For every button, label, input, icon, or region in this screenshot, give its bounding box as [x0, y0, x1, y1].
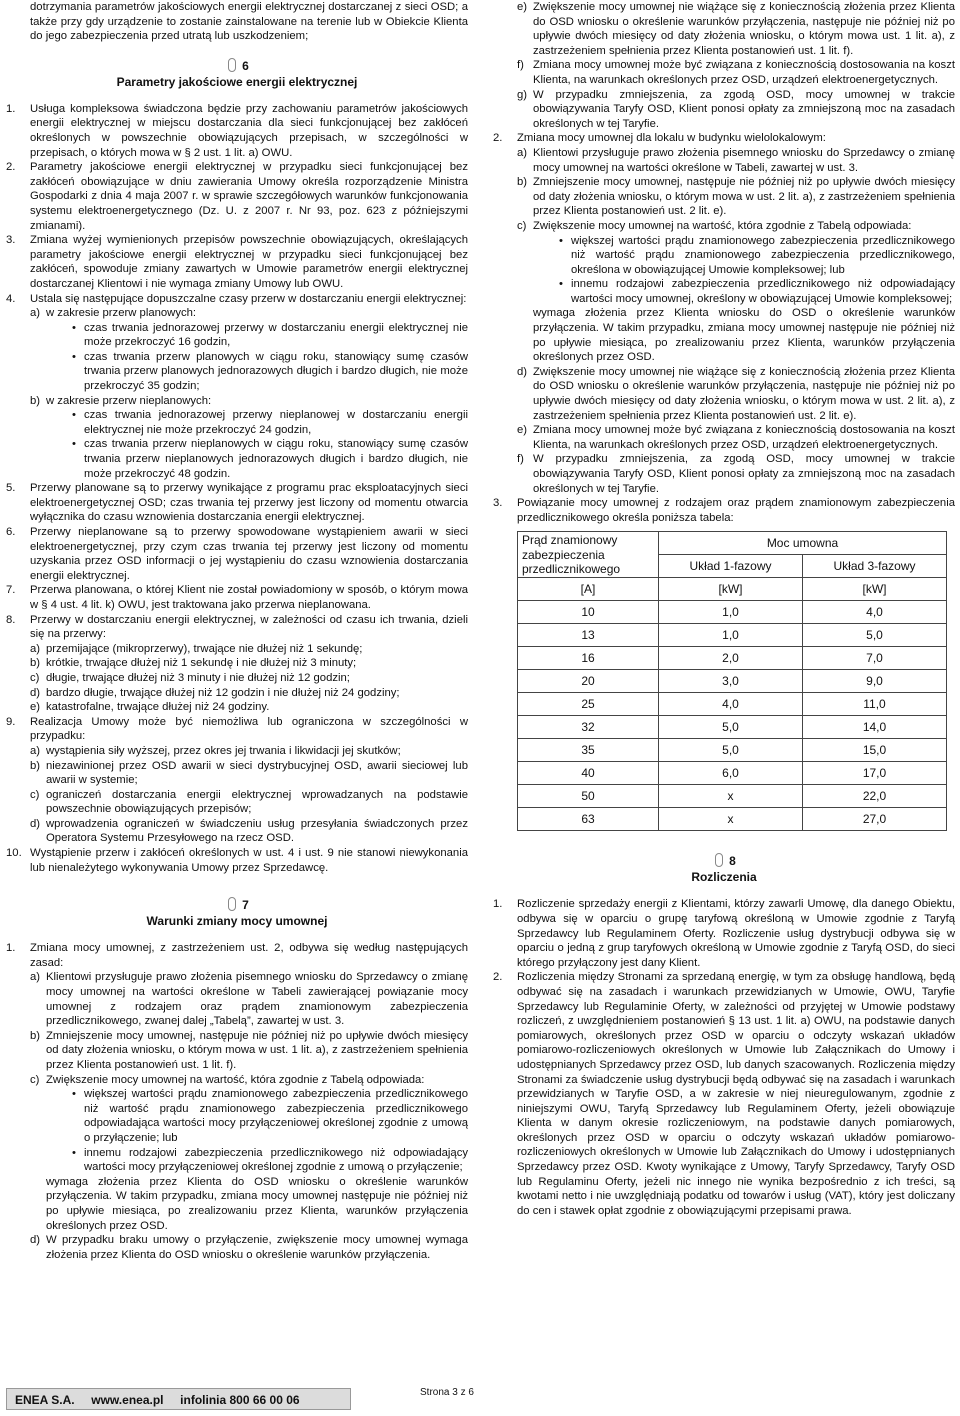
s7-item-1c-after: wymaga złożenia przez Klienta do OSD wniosku o określenie warunków przyłączenia. W takim przypadku, zmiana mocy umownej następuje nie później niż po upływie miesiąca, po zrealizowaniu przez Klienta, warunków przyłączenia określonych przez OSD.	[46, 1175, 468, 1232]
sub-text: krótkie, trwające dłużej niż 1 sekundę i nie dłużej niż 3 minuty;	[46, 657, 357, 670]
section-sign-icon	[712, 853, 726, 867]
bullet-icon: •	[559, 234, 563, 247]
s6-item-9c	[6, 788, 468, 817]
footer-bar	[6, 1388, 351, 1410]
sub-letter: e)	[517, 1, 528, 13]
bullet-text: innemu rodzajowi zabezpieczenia przedlicznikowego niż odpowiadający wartości mocy umownej, określony w obowiązującej Umowie kompleksowej;	[571, 278, 955, 305]
item-number: 1.	[493, 898, 503, 911]
section-sign-icon	[225, 897, 239, 911]
table-cell: x	[659, 785, 803, 808]
s6-item-4	[6, 292, 468, 307]
sub-letter: a)	[30, 307, 41, 320]
sub-text: Klientowi przysługuje prawo złożenia pisemnego wniosku do Sprzedawcy o zmianę mocy umownej na wartości określone w Tabeli, zawartej w ust. 3.	[533, 146, 955, 174]
table-cell: 27,0	[803, 808, 947, 831]
bullet-text: czas trwania przerw planowych w ciągu roku, stanowiący sumę czasów trwania przerw planowych jednorazowych długich i bardzo długich, nie może przekroczyć 35 godzin;	[84, 350, 468, 393]
table-row	[518, 647, 947, 670]
sub-letter: d)	[517, 365, 528, 378]
table-cell: 10	[518, 601, 659, 624]
sub-text: niezawinionej przez OSD awarii w sieci dystrybucyjnej OSD, awarii sieciowej lub awarii w systemie;	[46, 759, 468, 787]
sub-letter: c)	[30, 671, 40, 684]
header-3-phase: Układ 3-fazowy	[803, 555, 947, 578]
bullet-text: większej wartości prądu znamionowego zabezpieczenia przedlicznikowego niż wartość prądu znamionowego zabezpieczenia przedlicznikowego, określona w obowiązującej Umowie kompleksowej; lub	[571, 234, 955, 276]
table-cell: 1,0	[659, 624, 803, 647]
s6-item-1	[6, 102, 468, 160]
sub-letter: f)	[517, 453, 524, 466]
s7-item-2c-bullet-1	[493, 234, 955, 278]
sub-text: katastrofalne, trwające dłużej niż 24 godziny.	[46, 701, 270, 714]
sub-text: w zakresie przerw planowych:	[46, 307, 197, 320]
sub-text: ograniczeń dostarczania energii elektrycznej wprowadzanych na podstawie powszechnie obowiązujących przepisów;	[46, 788, 468, 816]
s8-item-1	[493, 897, 955, 970]
item-text: Ustala się następujące dopuszczalne czasy przerw w dostarczaniu energii elektrycznej:	[30, 292, 467, 305]
s6-item-4b	[6, 394, 468, 409]
section-6-heading	[6, 58, 468, 90]
s7-item-2c-after: wymaga złożenia przez Klienta wniosku do OSD o określenie warunków przyłączenia. W takim przypadku, zmiana mocy umownej następuje nie później niż po upływie miesiąca, po zrealizowaniu przez Klienta, warunków przyłączenia określonych przez OSD.	[533, 307, 955, 364]
table-row	[518, 601, 947, 624]
s7-item-2b	[493, 175, 955, 219]
item-text: Zmiana mocy umownej dla lokalu w budynku wielolokalowym:	[517, 132, 826, 145]
s7-item-3	[493, 496, 955, 525]
s7-item-2d	[493, 365, 955, 423]
power-table	[517, 531, 947, 831]
sub-letter: d)	[30, 686, 41, 699]
table-cell: 16	[518, 647, 659, 670]
header-current: Prąd znamionowy zabezpieczenia przedlicznikowego	[518, 532, 659, 578]
section-sign-icon	[225, 58, 239, 72]
table-cell: 35	[518, 739, 659, 762]
intro-paragraph: dotrzymania parametrów jakościowych energii elektrycznej dostarczanej z sieci OSD; a także przy gdy urządzenie to zostanie zainstalowane na terenie lub w Obiekcie Klienta do jego zabezpieczenia przed utratą lub uszkodzeniem;	[30, 1, 468, 43]
s6-item-10	[6, 846, 468, 875]
item-number: 8.	[6, 613, 16, 626]
sub-letter: d)	[30, 817, 41, 830]
table-cell: 5,0	[803, 624, 947, 647]
page-number: Strona 3 z 6	[420, 1387, 474, 1398]
s6-item-8a	[6, 642, 468, 657]
sub-letter: a)	[30, 744, 41, 757]
bullet-text: czas trwania jednorazowej przerwy w dostarczaniu energii elektrycznej nie może przekroczyć 16 godzin,	[84, 321, 468, 349]
sub-text: Klientowi przysługuje prawo złożenia pisemnego wniosku do Sprzedawcy o zmianę mocy umownej na wartości określone w Tabeli zawierającej powiązanie mocy umownej z rodzajem oraz prądem znamionowym zabezpieczenia przedlicznikowego, zwanej dalej „Tabelą”, zawartej w ust. 3.	[46, 971, 468, 1028]
bullet-text: innemu rodzajowi zabezpieczenia przedlicznikowego niż odpowiadający wartości mocy przyłączeniowej określonej zgodnie z umową o przyłączenie;	[84, 1146, 468, 1174]
sub-text: Zmniejszenie mocy umownej, następuje nie później niż po upływie dwóch miesięcy od daty złożenia wniosku, o którym mowa w ust. 2 lit. a), z zastrzeżeniem spełnienia przez Klienta postanowień ust. 2 lit. e).	[533, 176, 955, 218]
table-cell: 40	[518, 762, 659, 785]
item-number: 7.	[6, 584, 16, 597]
sub-letter: a)	[30, 971, 41, 984]
s6-item-3	[6, 233, 468, 291]
table-cell: 17,0	[803, 762, 947, 785]
table-cell: 22,0	[803, 785, 947, 808]
s6-item-8d	[6, 686, 468, 701]
item-number: 2.	[493, 132, 503, 145]
s7-item-1	[6, 941, 468, 970]
table-cell: 32	[518, 716, 659, 739]
header-power: Moc umowna	[659, 532, 947, 555]
table-cell: 11,0	[803, 693, 947, 716]
sub-text: Zwiększenie mocy umownej nie wiążące się z koniecznością złożenia przez Klienta do OSD wniosku o określenie warunków przyłączenia, następuje nie później niż po upływie dwóch miesięcy od daty złożenia wniosku, o którym mowa w ust. 2 lit. a), z zastrzeżeniem spełnienia przez Klienta postanowień ust. 2 lit. e).	[533, 365, 955, 422]
bullet-icon: •	[72, 409, 76, 422]
unit-cell: [A]	[518, 578, 659, 601]
s6-item-9	[6, 715, 468, 744]
sub-letter: b)	[30, 1029, 41, 1042]
s7-item-1c-bullet-1	[6, 1087, 468, 1145]
s7-item-1b	[6, 1029, 468, 1073]
sub-letter: b)	[30, 759, 41, 772]
sub-letter: e)	[30, 701, 41, 714]
table-row	[518, 762, 947, 785]
sub-text: Zwiększenie mocy umownej nie wiążące się z koniecznością złożenia przez Klienta do OSD wniosku o określenie warunków przyłączenia, następuje nie później niż po upływie dwóch miesięcy od daty złożenia wniosku, o którym mowa ust. 1 lit. a), z zastrzeżeniem spełnienia przez Klienta postanowień ust. 1 lit. f).	[533, 1, 955, 57]
table-cell: 63	[518, 808, 659, 831]
s7-item-1a	[6, 970, 468, 1028]
table-cell: 15,0	[803, 739, 947, 762]
item-text: Przerwy w dostarczaniu energii elektrycznej, w zależności od czasu ich trwania, dzieli się na przerwy:	[30, 613, 468, 641]
sub-letter: e)	[517, 424, 528, 437]
table-row	[518, 739, 947, 762]
item-text: Wystąpienie przerw i zakłóceń określonych w ust. 4 i ust. 9 nie stanowi niewykonania lub nienależytego wykonywania Umowy przez Sprzedawcę.	[30, 847, 468, 874]
table-row	[518, 693, 947, 716]
sub-letter: b)	[30, 657, 41, 670]
item-text: Przerwy nieplanowane są to przerwy spowodowane wystąpieniem awarii w sieci elektroenergetycznej, przy czym czas trwania tej przerwy jest liczony od momentu uzyskania przez OSD informacji o jej wystąpieniu do czasu wznowienia dostarczania energii elektrycznej.	[30, 526, 468, 582]
sub-text: W przypadku zmniejszenia, za zgodą OSD, mocy umownej w trakcie obowiązywania Taryfy OSD, Klient ponosi opłaty za zmniejszoną moc na zasadach określonych w tej Taryfie.	[533, 453, 955, 495]
s7-item-1c	[6, 1073, 468, 1088]
item-number: 2.	[6, 161, 16, 174]
section-7-heading	[6, 897, 468, 929]
sub-text: przemijające (mikroprzerwy), trwające nie dłużej niż 1 sekundę;	[46, 642, 363, 655]
s7-item-1f	[493, 58, 955, 87]
table-cell: 3,0	[659, 670, 803, 693]
table-cell: 2,0	[659, 647, 803, 670]
table-header-row	[518, 532, 947, 555]
item-number: 2.	[493, 971, 503, 984]
item-text: Usługa kompleksowa świadczona będzie przy zachowaniu parametrów jakościowych energii elektrycznej w miejscu dostarczania dla sieci funkcjonującej bez zakłóceń określonych w powszechnie obowiązujących przepisach, w szczególności w przepisach, o których mowa w § 2 ust. 1 lit. a) OWU.	[30, 102, 468, 159]
item-text: Realizacja Umowy może być niemożliwa lub ograniczona w szczególności w przypadku:	[30, 715, 468, 743]
unit-cell: [kW]	[659, 578, 803, 601]
s7-item-1c-bullet-2	[6, 1146, 468, 1175]
s7-item-1e	[493, 0, 955, 58]
table-cell: 9,0	[803, 670, 947, 693]
table-row	[518, 716, 947, 739]
item-number: 4.	[6, 292, 16, 305]
item-number: 3.	[493, 497, 503, 510]
bullet-icon: •	[72, 350, 76, 363]
s6-item-5	[6, 481, 468, 525]
table-cell: 4,0	[659, 693, 803, 716]
table-units-row	[518, 578, 947, 601]
sub-text: wystąpienia siły wyższej, przez okres jej trwania i likwidacji jej skutków;	[46, 744, 401, 757]
s8-item-2	[493, 970, 955, 1218]
s6-item-4a-bullet-1	[6, 321, 468, 350]
sub-letter: g)	[517, 88, 528, 101]
s6-item-9b	[6, 759, 468, 788]
s7-item-2c	[493, 219, 955, 234]
sub-letter: a)	[30, 642, 41, 655]
s6-item-7	[6, 583, 468, 612]
s6-item-8c	[6, 671, 468, 686]
table-row	[518, 670, 947, 693]
s6-item-2	[6, 160, 468, 233]
footer-website-link[interactable]: www.enea.pl	[91, 1393, 164, 1407]
bullet-text: czas trwania jednorazowej przerwy nieplanowej w dostarczaniu energii elektrycznej nie może przekroczyć 24 godzin,	[84, 409, 468, 436]
bullet-text: większej wartości prądu znamionowego zabezpieczenia przedlicznikowego niż wartość prądu znamionowego zabezpieczenia przedlicznikowego odpowiadająca wartości mocy przyłączeniowej określonej zgodnie z umową o przyłączenie; lub	[84, 1088, 468, 1144]
item-text: Zmiana wyżej wymienionych przepisów powszechnie obowiązujących, określających parametry jakościowe energii elektrycznej w przypadku sieci funkcjonującej bez zakłóceń, spowoduje zmiany zawartych w Umowie parametrów energii elektrycznej dostarczanej Klientowi i nie wymaga zmiany Umowy lub OWU.	[30, 234, 468, 290]
bullet-icon: •	[72, 1088, 76, 1101]
section-7-title: Warunki zmiany mocy umownej	[146, 914, 328, 929]
sub-text: W przypadku zmniejszenia, za zgodą OSD, mocy umownej w trakcie obowiązywania Taryfy OSD, Klient ponosi opłaty za zmniejszoną moc na zasadach określonych w tej Taryfie.	[533, 88, 955, 130]
sub-text: Zmniejszenie mocy umownej, następuje nie później niż po upływie dwóch miesięcy od daty złożenia wniosku, o którym mowa w ust. 1 lit. a), z zastrzeżeniem spełnienia przez Klienta postanowień ust. 1 lit. f).	[46, 1029, 468, 1071]
s7-item-2a	[493, 146, 955, 175]
sub-letter: c)	[517, 219, 527, 232]
footer-company: ENEA S.A.	[15, 1393, 75, 1407]
table-cell: 7,0	[803, 647, 947, 670]
item-text: Rozliczenie sprzedaży energii z Klientami, którzy zawarli Umowę, dla danego Obiektu, odbywa się w oparciu o grupę taryfową określoną w Umowie zgodnie z Taryfą Sprzedawcy lub Regulaminem Oferty. Rozliczenie usług dystrybucji odbywa się w oparciu o jedną z grup taryfowych określoną w Umowie zgodnie z Taryfą OSD, do sieci którego przyłączony jest dany Klient.	[517, 898, 955, 969]
s6-item-4a	[6, 306, 468, 321]
section-8-number: 8	[729, 854, 736, 869]
s7-item-1g	[493, 88, 955, 132]
table-cell: 50	[518, 785, 659, 808]
item-text: Parametry jakościowe energii elektrycznej w przypadku sieci funkcjonującej bez zakłóceń obowiązujące w dniu zawierania Umowy określa rozporządzenie Ministra Gospodarki z dnia 4 maja 2007 r. w sprawie szczegółowych warunków funkcjonowania systemu elektroenergetycznego (Dz. U. z 2007 r. Nr 93, poz. 623 z późniejszymi zmianami).	[30, 161, 468, 232]
item-text: Zmiana mocy umownej, z zastrzeżeniem ust. 2, odbywa się według następujących zasad:	[30, 942, 468, 969]
item-number: 9.	[6, 715, 16, 728]
sub-text: Zwiększenie mocy umownej na wartość, która zgodnie z Tabelą odpowiada:	[533, 219, 912, 232]
table-cell: 13	[518, 624, 659, 647]
unit-cell: [kW]	[803, 578, 947, 601]
item-number: 1.	[6, 942, 16, 955]
bullet-icon: •	[72, 438, 76, 451]
table-cell: 6,0	[659, 762, 803, 785]
s6-item-9a	[6, 744, 468, 759]
right-column	[493, 0, 955, 1218]
item-text: Rozliczenia między Stronami za sprzedaną energię, w tym za obsługę handlową, będą odbywać się na zasadach i warunkach przewidzianych w Umowie, OWU, Taryfie Sprzedawcy lub Regulaminie Oferty, w zależności od przyjętej w Umowie podstawy rozliczeń, z uwzględnieniem postanowień § 13 ust. 1 lit. a) OWU, na podstawie danych pomiarowych, określonych przez OSD w oparciu o odczyty wskazań układów pomiarowo-rozliczeniowych określonych w Umowie lub Załącznikach do Umowy i udostępnianych Sprzedawcy przez OSD, lub danych szacowanych. Rozliczenia między Stronami za świadczenie usług dystrybucji będą odbywać się na zasadach i warunkach przewidzianych w Taryfie OSD, a w zakresie w niej nieuregulowanym, zgodnie z niniejszymi OWU, Taryfą Sprzedawcy lub Regulaminem Oferty, jeżeli obowiązuje Klienta w danym okresie rozliczeniowym, na podstawie danych pomiarowych, określonych przez OSD w oparciu o odczyty wskazań układów pomiarowo-rozliczeniowych określonych w Umowie lub Załącznikach do Umowy i udostępnianych Sprzedawcy przez OSD. Kwoty wynikające z Umowy, Taryfy Sprzedawcy, Taryfy OSD lub Regulaminu Oferty, jeżeli nic innego nie wynika bezpośrednio z ich treści, są kwotami netto i nie uwzględniają podatku od towarów i usług (VAT), który jest doliczany do cen i stawek opłat zgodnie z obowiązującymi przepisami prawa.	[517, 971, 955, 1217]
sub-text: w zakresie przerw nieplanowych:	[46, 394, 212, 407]
table-cell: 25	[518, 693, 659, 716]
section-8-heading	[493, 853, 955, 885]
item-text: Przerwa planowana, o której Klient nie został powiadomiony w sposób, o którym mowa w § 4 ust. 4 lit. k) OWU, jest traktowana jako przerwa nieplanowana.	[30, 584, 468, 611]
sub-letter: c)	[30, 1073, 40, 1086]
table-cell: 20	[518, 670, 659, 693]
s6-item-8b	[6, 656, 468, 671]
sub-text: Zmiana mocy umownej może być związana z koniecznością dostosowania na koszt Klienta, na warunkach określonych przez OSD, urządzeń elektroenergetycznych.	[533, 424, 955, 451]
item-number: 6.	[6, 526, 16, 538]
sub-text: W przypadku braku umowy o przyłączenie, zwiększenie mocy umownej wymaga złożenia przez Klienta do OSD wniosku o określenie warunków przyłączenia.	[46, 1234, 468, 1261]
s6-item-4b-bullet-1	[6, 408, 468, 437]
table-cell: 1,0	[659, 601, 803, 624]
item-text: Powiązanie mocy umownej z rodzajem oraz prądem znamionowym zabezpieczenia przedlicznikowego określa poniższa tabela:	[517, 497, 955, 524]
table-cell: 5,0	[659, 739, 803, 762]
sub-letter: c)	[30, 788, 40, 801]
table-cell: 14,0	[803, 716, 947, 739]
item-number: 1.	[6, 102, 16, 115]
bullet-icon: •	[72, 321, 76, 334]
s6-item-4a-bullet-2	[6, 350, 468, 394]
sub-letter: f)	[517, 59, 524, 72]
sub-letter: b)	[30, 394, 41, 407]
s6-item-9d	[6, 817, 468, 846]
section-6-number: 6	[242, 58, 249, 73]
bullet-icon: •	[559, 278, 563, 291]
sub-text: wprowadzenia ograniczeń w świadczeniu usług przesyłania świadczonych przez Operatora Systemu Przesyłowego na rzecz OSD.	[46, 817, 468, 845]
s6-item-8	[6, 613, 468, 642]
s7-item-2f	[493, 452, 955, 496]
item-number: 3.	[6, 234, 16, 247]
sub-text: bardzo długie, trwające dłużej niż 12 godzin i nie dłużej niż 24 godziny;	[46, 686, 400, 699]
s7-item-2c-bullet-2	[493, 277, 955, 306]
s6-item-4b-bullet-2	[6, 437, 468, 481]
header-1-phase: Układ 1-fazowy	[659, 555, 803, 578]
table-cell: x	[659, 808, 803, 831]
sub-letter: b)	[517, 176, 528, 189]
item-number: 10.	[6, 847, 22, 860]
sub-text: Zwiększenie mocy umownej na wartość, która zgodnie z Tabelą odpowiada:	[46, 1073, 425, 1086]
section-7-number: 7	[242, 898, 249, 913]
s7-item-1d	[6, 1233, 468, 1262]
s6-item-8e	[6, 700, 468, 715]
bullet-text: czas trwania przerw nieplanowych w ciągu roku, stanowiący sumę czasów trwania przerw nieplanowych jednorazowych długich i bardzo długich, nie może przekroczyć 48 godzin.	[84, 438, 468, 480]
bullet-icon: •	[72, 1146, 76, 1159]
table-cell: 4,0	[803, 601, 947, 624]
item-number: 5.	[6, 482, 16, 495]
section-8-title: Rozliczenia	[691, 870, 757, 885]
sub-letter: a)	[517, 146, 528, 159]
table-row	[518, 785, 947, 808]
table-row	[518, 808, 947, 831]
sub-text: długie, trwające dłużej niż 3 minuty i nie dłużej niż 12 godzin;	[46, 671, 350, 684]
table-cell: 5,0	[659, 716, 803, 739]
left-column	[6, 0, 468, 1262]
footer-hotline: infolinia 800 66 00 06	[180, 1393, 300, 1407]
sub-text: Zmiana mocy umownej może być związana z koniecznością dostosowania na koszt Klienta, na warunkach określonych przez OSD, urządzeń elektroenergetycznych.	[533, 59, 955, 86]
sub-letter: d)	[30, 1234, 41, 1247]
s7-item-2e	[493, 423, 955, 452]
table-row	[518, 624, 947, 647]
item-text: Przerwy planowane są to przerwy wynikające z programu prac eksploatacyjnych sieci elektroenergetycznej OSD; czas trwania tej przerwy jest liczony od momentu otwarcia wyłącznika do czasu wznowienia dostarczania energii elektrycznej.	[30, 482, 468, 524]
s6-item-6	[6, 525, 468, 583]
section-6-title: Parametry jakościowe energii elektrycznej	[116, 74, 358, 89]
s7-item-2	[493, 131, 955, 146]
